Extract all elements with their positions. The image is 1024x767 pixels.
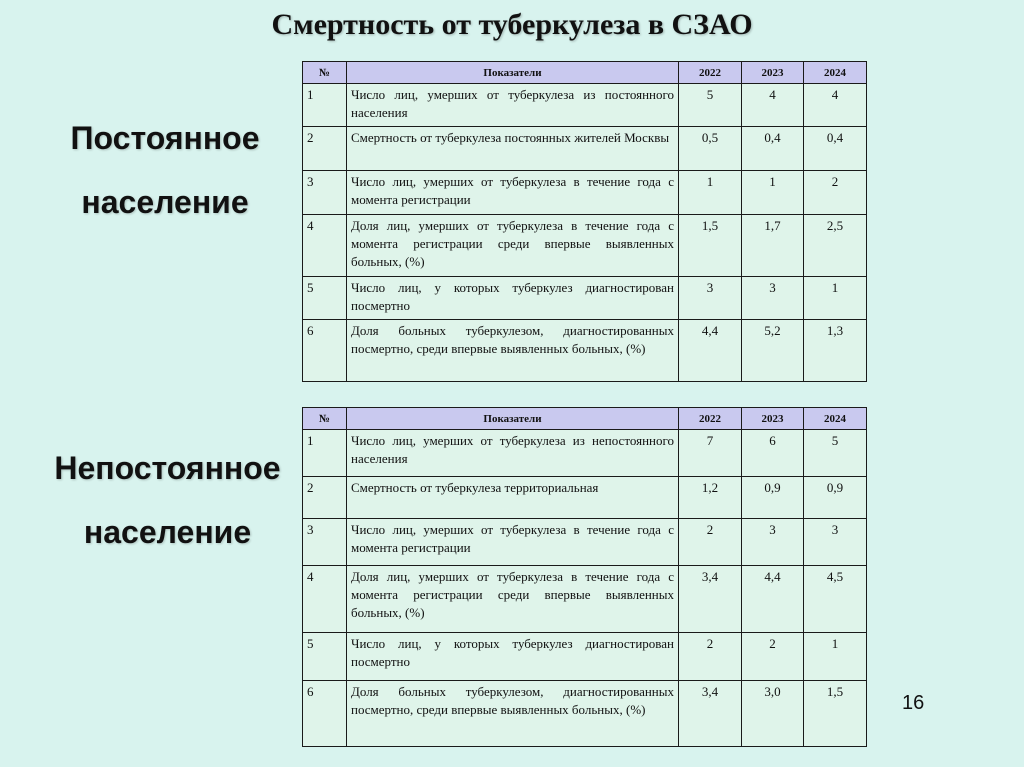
row-number: 5 xyxy=(303,633,347,681)
row-value: 1,5 xyxy=(679,215,742,277)
label-line: Непостоянное xyxy=(54,450,281,486)
row-number: 4 xyxy=(303,566,347,633)
page-number: 16 xyxy=(902,692,925,714)
table-row xyxy=(303,681,867,747)
row-value: 2 xyxy=(679,633,742,681)
header-num: № xyxy=(303,408,347,430)
row-value: 0,5 xyxy=(679,127,742,171)
row-value: 3,4 xyxy=(679,681,742,747)
table-header-row xyxy=(303,62,867,84)
row-value: 3 xyxy=(742,519,804,566)
table-row xyxy=(303,277,867,320)
row-indicator: Доля больных туберкулезом, диагностированных посмертно, среди впервые выявленных больных, (%) xyxy=(347,681,679,747)
label-nonpermanent-population xyxy=(30,436,305,564)
row-indicator: Число лиц, умерших от туберкулеза из непостоянного населения xyxy=(347,430,679,477)
row-number: 5 xyxy=(303,277,347,320)
row-value: 0,4 xyxy=(742,127,804,171)
header-year: 2023 xyxy=(742,408,804,430)
row-value: 2 xyxy=(742,633,804,681)
row-number: 3 xyxy=(303,171,347,215)
table-permanent-population xyxy=(302,61,867,382)
row-value: 0,9 xyxy=(804,477,867,519)
row-value: 1 xyxy=(804,277,867,320)
row-number: 2 xyxy=(303,127,347,171)
table-row xyxy=(303,566,867,633)
row-number: 1 xyxy=(303,84,347,127)
row-value: 0,4 xyxy=(804,127,867,171)
row-value: 5 xyxy=(679,84,742,127)
row-indicator: Доля больных туберкулезом, диагностированных посмертно, среди впервые выявленных больных, (%) xyxy=(347,320,679,382)
row-indicator: Число лиц, умерших от туберкулеза в течение года с момента регистрации xyxy=(347,171,679,215)
row-value: 3,4 xyxy=(679,566,742,633)
row-value: 4 xyxy=(804,84,867,127)
table-nonpermanent-population xyxy=(302,407,867,747)
row-indicator: Смертность от туберкулеза территориальная xyxy=(347,477,679,519)
row-value: 1 xyxy=(679,171,742,215)
label-line: население xyxy=(83,514,252,550)
row-number: 6 xyxy=(303,681,347,747)
row-value: 2 xyxy=(679,519,742,566)
row-indicator: Число лиц, у которых туберкулез диагностирован посмертно xyxy=(347,277,679,320)
header-year: 2024 xyxy=(804,408,867,430)
row-value: 1,2 xyxy=(679,477,742,519)
row-value: 2 xyxy=(804,171,867,215)
row-value: 1,5 xyxy=(804,681,867,747)
row-value: 0,9 xyxy=(742,477,804,519)
table-row xyxy=(303,430,867,477)
row-value: 4,4 xyxy=(679,320,742,382)
table-header-row xyxy=(303,408,867,430)
table-row xyxy=(303,320,867,382)
row-number: 1 xyxy=(303,430,347,477)
row-value: 7 xyxy=(679,430,742,477)
row-indicator: Доля лиц, умерших от туберкулеза в течение года с момента регистрации среди впервые выявленных больных, (%) xyxy=(347,566,679,633)
label-permanent-population xyxy=(40,106,290,234)
row-number: 2 xyxy=(303,477,347,519)
row-value: 2,5 xyxy=(804,215,867,277)
header-num: № xyxy=(303,62,347,84)
header-indicator: Показатели xyxy=(347,408,679,430)
page-title: Смертность от туберкулеза в СЗАО xyxy=(271,8,753,41)
row-value: 3 xyxy=(679,277,742,320)
row-indicator: Число лиц, умерших от туберкулеза из постоянного населения xyxy=(347,84,679,127)
table-row xyxy=(303,633,867,681)
label-line: население xyxy=(81,184,249,220)
row-value: 3,0 xyxy=(742,681,804,747)
row-indicator: Число лиц, умерших от туберкулеза в течение года с момента регистрации xyxy=(347,519,679,566)
row-number: 3 xyxy=(303,519,347,566)
row-number: 6 xyxy=(303,320,347,382)
header-year: 2024 xyxy=(804,62,867,84)
row-value: 4,4 xyxy=(742,566,804,633)
row-indicator: Смертность от туберкулеза постоянных жителей Москвы xyxy=(347,127,679,171)
row-value: 1,7 xyxy=(742,215,804,277)
row-value: 4,5 xyxy=(804,566,867,633)
row-indicator: Доля лиц, умерших от туберкулеза в течение года с момента регистрации среди впервые выявленных больных, (%) xyxy=(347,215,679,277)
label-line: Постоянное xyxy=(70,120,260,156)
row-value: 1 xyxy=(742,171,804,215)
row-number: 4 xyxy=(303,215,347,277)
row-value: 5 xyxy=(804,430,867,477)
row-value: 6 xyxy=(742,430,804,477)
row-value: 1,3 xyxy=(804,320,867,382)
table-row xyxy=(303,84,867,127)
row-value: 1 xyxy=(804,633,867,681)
table-row xyxy=(303,215,867,277)
header-indicator: Показатели xyxy=(347,62,679,84)
header-year: 2022 xyxy=(679,408,742,430)
table-row xyxy=(303,171,867,215)
header-year: 2023 xyxy=(742,62,804,84)
row-value: 3 xyxy=(742,277,804,320)
table-row xyxy=(303,519,867,566)
table-row xyxy=(303,477,867,519)
row-value: 4 xyxy=(742,84,804,127)
row-value: 3 xyxy=(804,519,867,566)
row-value: 5,2 xyxy=(742,320,804,382)
row-indicator: Число лиц, у которых туберкулез диагностирован посмертно xyxy=(347,633,679,681)
table-row xyxy=(303,127,867,171)
header-year: 2022 xyxy=(679,62,742,84)
